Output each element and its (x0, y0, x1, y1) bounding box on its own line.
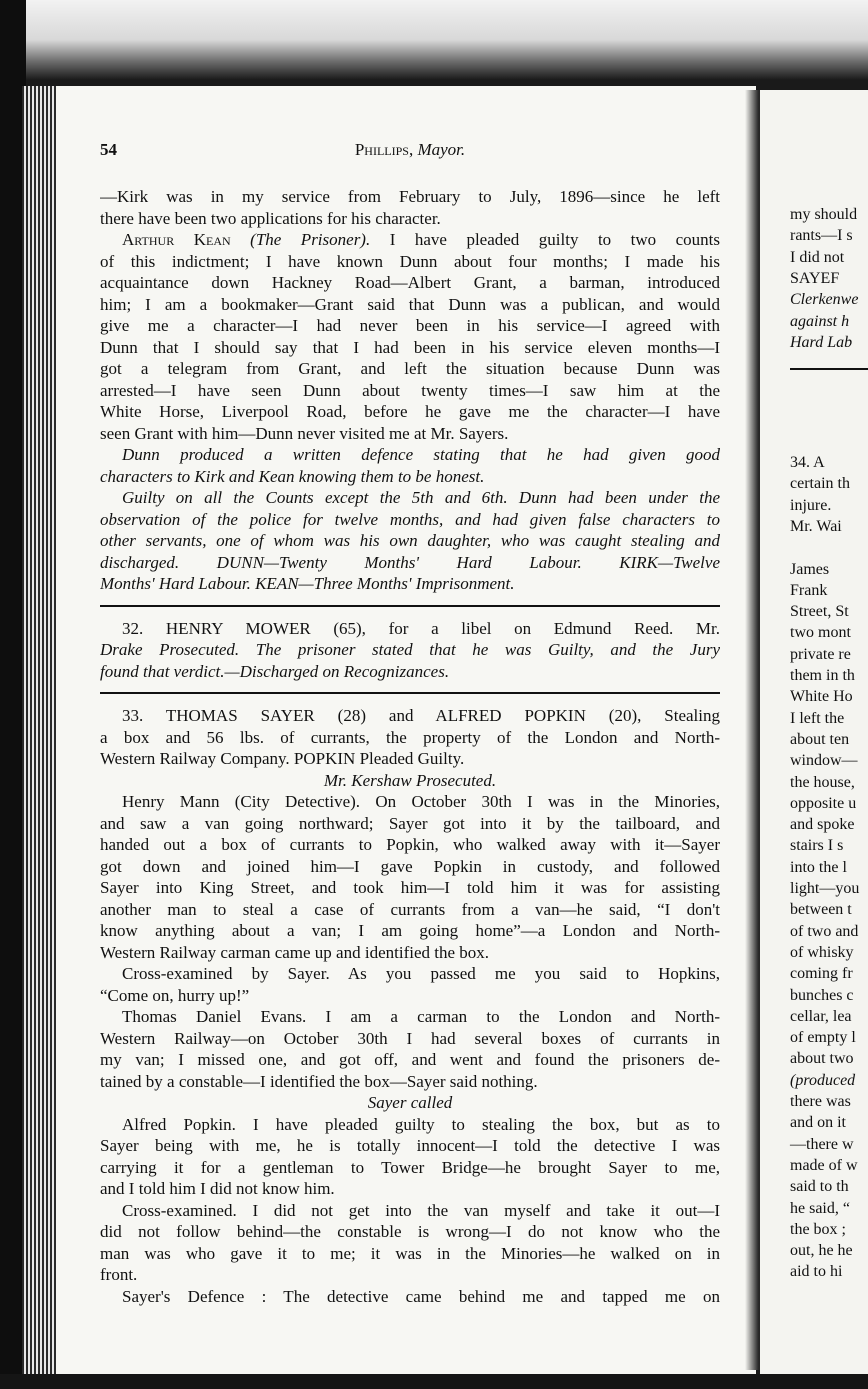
text-line: Western Railway carman came up and identified the box. (100, 942, 490, 962)
paragraph-kirk (100, 186, 720, 229)
text-line: found that verdict.—Discharged on Recognizances. (100, 661, 450, 681)
prosecutor-line: Mr. Kershaw Prosecuted. (323, 770, 497, 790)
text-line: Alfred Popkin. I have pleaded guilty to stealing the box, but as to (122, 1114, 720, 1134)
dunn-defence (100, 444, 720, 487)
text-line: and saw a van going northward; Sayer got into it by the tailboard, and (100, 813, 720, 833)
right-page-line: Frank (790, 581, 828, 599)
left-page-text (100, 186, 720, 1307)
right-page-line: he said, “ (790, 1199, 850, 1217)
right-page-line: said to th (790, 1178, 849, 1196)
right-page-line: SAYEF (790, 269, 840, 287)
case-33 (100, 705, 720, 791)
testimony-popkin (100, 1114, 720, 1200)
right-page-line: made of w (790, 1156, 858, 1174)
right-page-line: light—you (790, 880, 860, 897)
verdict (100, 487, 720, 595)
text-line: a box and 56 lbs. of currants, the property of the London and North- (100, 727, 720, 747)
testimony-evans (100, 1006, 720, 1092)
text-line: and I told him I did not know him. (100, 1179, 335, 1198)
text-line: Drake Prosecuted. The prisoner stated that he was Guilty, and the Jury (100, 640, 720, 659)
text-line: observation of the police for twelve months, and had given false characters to (100, 509, 720, 529)
text-line: him; I am a bookmaker—Grant said that Dunn was a publican, and would (100, 294, 720, 314)
text-line: did not follow behind—the constable is wrong—I do not know who the (100, 1222, 720, 1241)
text-line: 33. THOMAS SAYER (28) and ALFRED POPKIN (20), Stealing (122, 706, 720, 725)
text-line: Months' Hard Labour. KEAN—Three Months' Imprisonment. (100, 574, 515, 593)
text-line: Guilty on all the Counts except the 5th and 6th. Dunn had been under the (122, 488, 720, 507)
text-line: Dunn produced a written defence stating that he had given good (122, 445, 720, 464)
right-page-line: out, he he (790, 1242, 853, 1260)
sayer-defence: Sayer's Defence : The detective came behind me and tapped me on (122, 1286, 720, 1306)
right-page-line: cellar, lea (790, 1007, 852, 1025)
right-page-line: my should (790, 206, 858, 223)
text-line: White Horse, Liverpool Road, before he gave me the character—I have (100, 402, 720, 421)
testimony-mann (100, 791, 720, 963)
text-line: —Kirk was in my service from February to July, 1896—since he left (100, 187, 720, 206)
section-rule (100, 692, 720, 694)
right-page-line: Mr. Wai (790, 517, 842, 535)
right-page-line: of empty l (790, 1029, 856, 1047)
cross-examination-2 (100, 1200, 720, 1286)
text-line: other servants, one of whom was his own daughter, who was caught stealing and (100, 531, 720, 550)
text-line: acquaintance down Hackney Road—Albert Grant, a barman, introduced (100, 273, 720, 292)
scanner-background (0, 0, 868, 80)
text-line: Cross-examined by Sayer. As you passed me you said to Hopkins, (122, 964, 720, 983)
right-page-line: and spoke (790, 816, 855, 834)
text-line: another man to steal a case of currants from a van—he said, “I don't (100, 899, 720, 919)
case-32 (100, 618, 720, 683)
cross-examination-1 (100, 963, 720, 1006)
right-page-line: about two (790, 1050, 854, 1068)
text-line: know anything about a van; I am going home”—a London and North- (100, 921, 720, 940)
text-line: carrying it for a gentleman to Tower Bridge—he brought Sayer to me, (100, 1157, 720, 1177)
text-line: there have been two applications for his character. (100, 208, 441, 228)
right-page-line: Hard Lab (790, 333, 853, 351)
text-line: got down and joined him—I gave Popkin in custody, and followed (100, 856, 720, 876)
right-page-line: the house, (790, 773, 855, 791)
text-line: got a telegram from Grant, and left the situation because Dunn was (100, 359, 720, 378)
page-header (100, 140, 720, 166)
right-page-line: Street, St (790, 603, 849, 621)
right-page-rule (790, 368, 868, 370)
sayer-called: Sayer called (367, 1093, 453, 1112)
text-line: handed out a box of currants to Popkin, who walked away with it—Sayer (100, 835, 720, 854)
right-page-line: opposite u (790, 794, 857, 812)
running-title: Phillips, Mayor. (354, 140, 466, 159)
page-number: 54 (100, 140, 117, 159)
right-page-line: —there w (790, 1135, 854, 1153)
text-line: Western Railway Company. POPKIN Pleaded Guilty. (100, 749, 465, 768)
right-page-line: bunches c (790, 986, 854, 1004)
text-line: 32. HENRY MOWER (65), for a libel on Edmund Reed. Mr. (122, 618, 720, 638)
text-line: characters to Kirk and Kean knowing them to be honest. (100, 466, 485, 486)
right-page-line: them in th (790, 667, 855, 684)
right-page-line: the box ; (790, 1220, 846, 1238)
right-page-line: (produced (790, 1071, 856, 1089)
right-page-line: 34. A (790, 454, 825, 471)
text-line: give me a character—I had never been in his service—I agreed with (100, 316, 720, 335)
right-page-line: stairs I s (790, 837, 844, 855)
right-page-line: I left the (790, 709, 845, 727)
text-line: Arthur Kean (The Prisoner). I have pleaded guilty to two counts (122, 230, 720, 249)
text-line: tained by a constable—I identified the box—Sayer said nothing. (100, 1071, 538, 1091)
text-line: “Come on, hurry up!” (100, 985, 250, 1005)
text-line: Dunn that I should say that I had been in his service eleven months—I (100, 337, 720, 357)
text-line: arrested—I have seen Dunn about twenty times—I saw him at the (100, 380, 720, 400)
right-page-line: private re (790, 645, 851, 663)
scan-bottom-edge (0, 1374, 868, 1389)
text-line: Western Railway—on October 30th I had several boxes of currants in (100, 1028, 720, 1048)
text-line: of this indictment; I have known Dunn about four months; I made his (100, 251, 720, 271)
text-line: Sayer into King Street, and took him—I told him it was for assisting (100, 878, 720, 897)
text-line: Henry Mann (City Detective). On October 30th I was in the Minories, (122, 792, 720, 811)
right-page-line: rants—I s (790, 227, 853, 245)
paragraph-kean (100, 229, 720, 444)
text-line: Cross-examined. I did not get into the van myself and take it out—I (122, 1200, 720, 1220)
right-page-line: coming fr (790, 965, 853, 983)
right-page-line: James (790, 560, 830, 578)
text-line: discharged. DUNN—Twenty Months' Hard Labour. KIRK—Twelve (100, 552, 720, 572)
right-page-line: I did not (790, 248, 845, 266)
section-rule (100, 605, 720, 607)
right-page-line: injure. (790, 496, 832, 514)
text-line: Sayer being with me, he is totally innocent—I told the detective I was (100, 1136, 720, 1155)
text-line: seen Grant with him—Dunn never visited me at Mr. Sayers. (100, 423, 509, 443)
text-line: front. (100, 1265, 138, 1284)
right-page-line: aid to hi (790, 1263, 843, 1281)
right-page-line: Clerkenwe (790, 291, 859, 309)
right-page-line: window— (790, 752, 858, 770)
text-line: my van; I missed one, and got off, and went and found the prisoners de- (100, 1050, 720, 1069)
text-line: Thomas Daniel Evans. I am a carman to the London and North- (122, 1007, 720, 1026)
right-page-line: White Ho (790, 688, 853, 706)
right-page-line: into the l (790, 858, 847, 876)
right-page-line: between t (790, 901, 852, 919)
right-page-line: certain th (790, 475, 850, 493)
right-page-line: of two and (790, 922, 859, 940)
text-line: man was who gave it to me; it was in the Minories—he walked on in (100, 1243, 720, 1263)
right-page-line: of whisky (790, 943, 854, 961)
right-page-line: there was (790, 1093, 851, 1110)
right-page-line: and on it (790, 1114, 846, 1132)
right-page-line: against h (790, 312, 850, 330)
right-page-line: two mont (790, 624, 851, 642)
right-page-line: about ten (790, 730, 850, 748)
